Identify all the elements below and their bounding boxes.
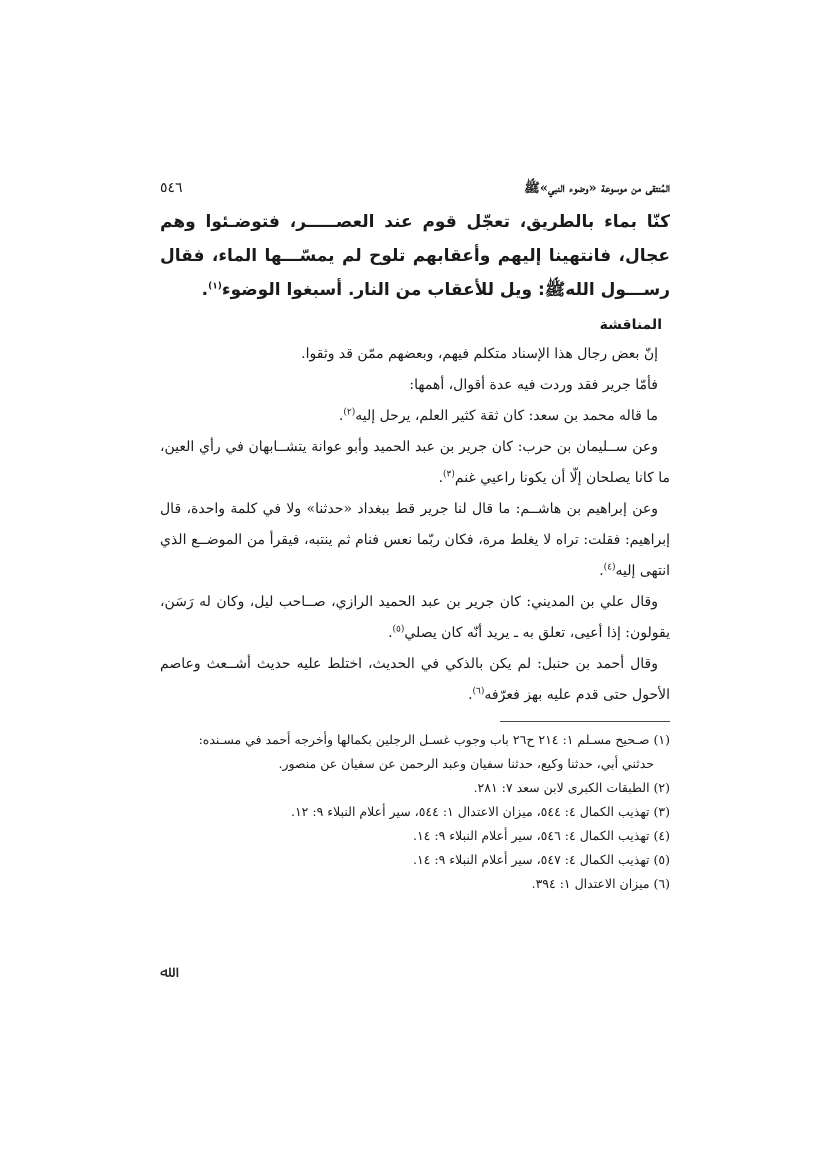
body-paragraph: وقال أحمد بن حنبل: لم يكن بالذكي في الحديث، اختلط عليه حديث أشــعث وعاصم الأحول حتى قدم عليه بهز فعرّفه$^{(٦)}$. [160, 656, 670, 703]
paragraph-text: فأمّا جرير فقد وردت فيه عدة أقوال، أهمها: [409, 377, 658, 393]
footnotes [160, 728, 670, 896]
corner-mark: ﷲ [160, 962, 170, 981]
paragraph-text: ما قاله محمد بن سعد: كان ثقة كثير العلم، يرحل إليه [355, 408, 658, 424]
paragraph-text: وقال علي بن المديني: كان جرير بن عبد الحميد الرازي، صــاحب ليل، وكان له رَسَن، يقولون: إذا أعيى، تعلق به ـ يريد أنّه كان يصلي [160, 594, 670, 641]
header-title: المُنتقى من موسوعة «وضوء النبي»ﷺ [524, 181, 670, 196]
footnote-ref: (٣) [443, 469, 455, 480]
body-paragraph [160, 370, 670, 401]
footnote-item: (٢) الطبقات الكبرى لابن سعد ٧: ٢٨١. [473, 780, 670, 795]
page-number: ٥٤٦ [160, 180, 183, 196]
body-paragraph: وعن ســليمان بن حرب: كان جرير بن عبد الحميد وأبو عوانة يتشــابهان في رأي العين، ما كانا يصلحان إلّا أن يكونا راعيي غنم$^{(٣)}$. [160, 439, 670, 486]
footnote-item: (٦) ميزان الاعتدال ١: ٣٩٤. [531, 876, 670, 891]
section-title: المناقشة [599, 317, 662, 333]
paragraph-text: وعن إبراهيم بن هاشــم: ما قال لنا جرير قط ببغداد «حدثنا» ولا في كلمة واحدة، قال إبراهيم: فقلت: تراه لا يغلط مرة، فكان ربّما نعس فنام ثم ينتبه، فيقرأ من الموضــع الذي انتهى إليه [160, 501, 670, 579]
footnote-ref: (٥) [392, 624, 405, 635]
body-paragraph: وقال علي بن المديني: كان جرير بن عبد الحميد الرازي، صــاحب ليل، وكان له رَسَن، يقولون: إذا أعيى، تعلق به ـ يريد أنّه كان يصلي$^{(٥)}$. [160, 594, 670, 641]
body-paragraph: ما قاله محمد بن سعد: كان ثقة كثير العلم، يرحل إليه$^{(٢)}$. [338, 407, 658, 424]
body-paragraph [160, 339, 670, 370]
body-paragraphs [160, 339, 670, 711]
footnote-ref: (٦) [472, 686, 485, 697]
hadith-text: كنّا بماء بالطريق، تعجّل قوم عند العصـــــر، فتوضـئوا وهم عجال، فانتهينا إليهم وأعقابهم تلوح لم يمسّـــها الماء، فقال رســـول اللهﷺ: ويل للأعقاب من النار. أسبغوا الوضوء$^{(١)}$. [160, 212, 670, 300]
footnote-ref: (٤) [603, 562, 616, 573]
hadith-body: كنّا بماء بالطريق، تعجّل قوم عند العصـــــر، فتوضـئوا وهم عجال، فانتهينا إليهم وأعقابهم تلوح لم يمسّـــها الماء، فقال رســـول اللهﷺ: ويل للأعقاب من النار. أسبغوا الوضوء [160, 212, 670, 300]
document-page [160, 180, 670, 896]
footnote-ref: (٢) [343, 407, 356, 418]
paragraph-text: وعن ســليمان بن حرب: كان جرير بن عبد الحميد وأبو عوانة يتشــابهان في رأي العين، ما كانا يصلحان إلّا أن يكونا راعيي غنم [160, 439, 670, 486]
footnote-item: (٤) تهذيب الكمال ٤: ٥٤٦، سير أعلام النبلاء ٩: ١٤. [412, 828, 670, 843]
paragraph-text: وقال أحمد بن حنبل: لم يكن بالذكي في الحديث، اختلط عليه حديث أشــعث وعاصم الأحول حتى قدم عليه بهز فعرّفه [160, 656, 670, 703]
footnote-ref: (١) [208, 281, 222, 292]
footnote-divider [500, 721, 670, 722]
running-header [160, 180, 670, 199]
body-paragraph: وعن إبراهيم بن هاشــم: ما قال لنا جرير قط ببغداد «حدثنا» ولا في كلمة واحدة، قال إبراهيم: فقلت: تراه لا يغلط مرة، فكان ربّما نعس فنام ثم ينتبه، فيقرأ من الموضــع الذي انتهى إليه$^{(٤)}$. [160, 501, 670, 579]
footnote-item: (١) صـحيح مسـلم ١: ٢١٤ ح٢٦ باب وجوب غسـل الرجلين بكمالها وأخرجه أحمد في مسـنده: [198, 732, 670, 747]
footnote-item: (٣) تهذيب الكمال ٤: ٥٤٤، ميزان الاعتدال ١: ٥٤٤، سير أعلام النبلاء ٩: ١٢. [290, 804, 670, 819]
footnote-item: حدثني أبي، حدثنا وكيع، حدثنا سفيان وعبد الرحمن عن سفيان عن منصور. [278, 756, 654, 771]
footnote-item: (٥) تهذيب الكمال ٤: ٥٤٧، سير أعلام النبلاء ٩: ١٤. [412, 852, 670, 867]
paragraph-text: إنّ بعض رجال هذا الإسناد متكلم فيهم، وبعضهم ممّن قد وثقوا. [301, 346, 658, 362]
